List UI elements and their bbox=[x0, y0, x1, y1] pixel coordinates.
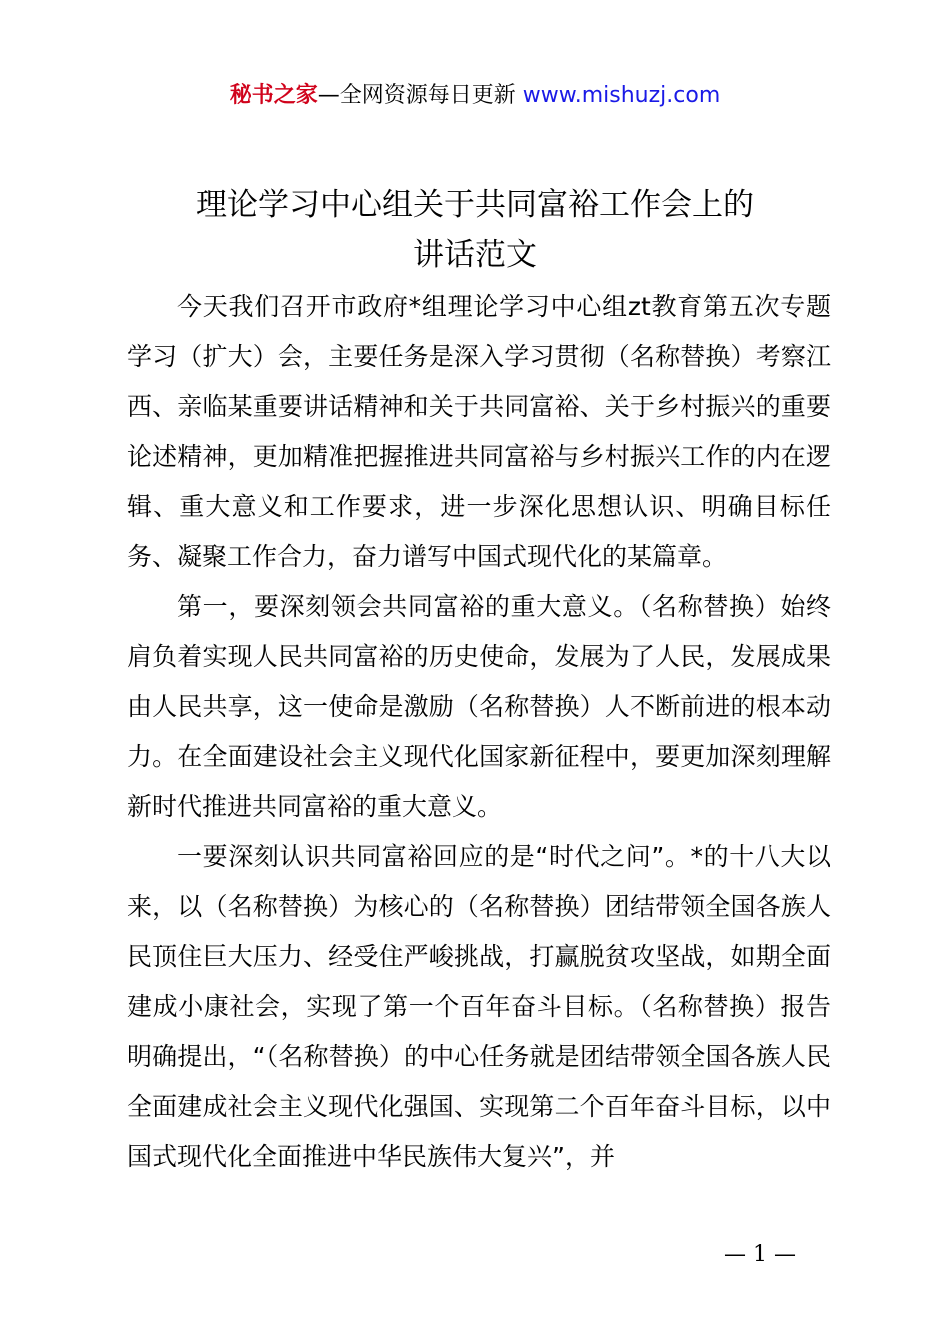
document-title bbox=[120, 180, 830, 280]
page-number: — 1 — bbox=[724, 1242, 796, 1267]
site-tagline: —全网资源每日更新 bbox=[317, 83, 523, 108]
document-body bbox=[127, 282, 831, 1182]
paragraph-sub-point: 一要深刻认识共同富裕回应的是“时代之问”。*的十八大以来，以（名称替换）为核心的（名称替换）团结带领全国各族人民顶住巨大压力、经受住严峻挑战，打赢脱贫攻坚战，如期全面建成小康社会，实现了第一个百年奋斗目标。（名称替换）报告明确提出，“（名称替换）的中心任务就是团结带领全国各族人民全面建成社会主义现代化强国、实现第二个百年奋斗目标，以中国式现代化全面推进中华民族伟大复兴”，并 bbox=[127, 842, 831, 1171]
site-header bbox=[0, 80, 950, 112]
site-url-link[interactable]: www.mishuzj.com bbox=[522, 83, 721, 108]
site-brand: 秘书之家 bbox=[229, 83, 318, 108]
title-line-1: 理论学习中心组关于共同富裕工作会上的 bbox=[196, 187, 754, 223]
paragraph-first-point: 第一，要深刻领会共同富裕的重大意义。（名称替换）始终肩负着实现人民共同富裕的历史使命，发展为了人民，发展成果由人民共享，这一使命是激励（名称替换）人不断前进的根本动力。在全面建设社会主义现代化国家新征程中，要更加深刻理解新时代推进共同富裕的重大意义。 bbox=[127, 592, 831, 821]
paragraph-intro: 今天我们召开市政府*组理论学习中心组zt教育第五次专题学习（扩大）会，主要任务是深入学习贯彻（名称替换）考察江西、亲临某重要讲话精神和关于共同富裕、关于乡村振兴的重要论述精神，更加精准把握推进共同富裕与乡村振兴工作的内在逻辑、重大意义和工作要求，进一步深化思想认识、明确目标任务、凝聚工作合力，奋力谱写中国式现代化的某篇章。 bbox=[127, 292, 831, 571]
title-line-2: 讲话范文 bbox=[413, 237, 537, 273]
